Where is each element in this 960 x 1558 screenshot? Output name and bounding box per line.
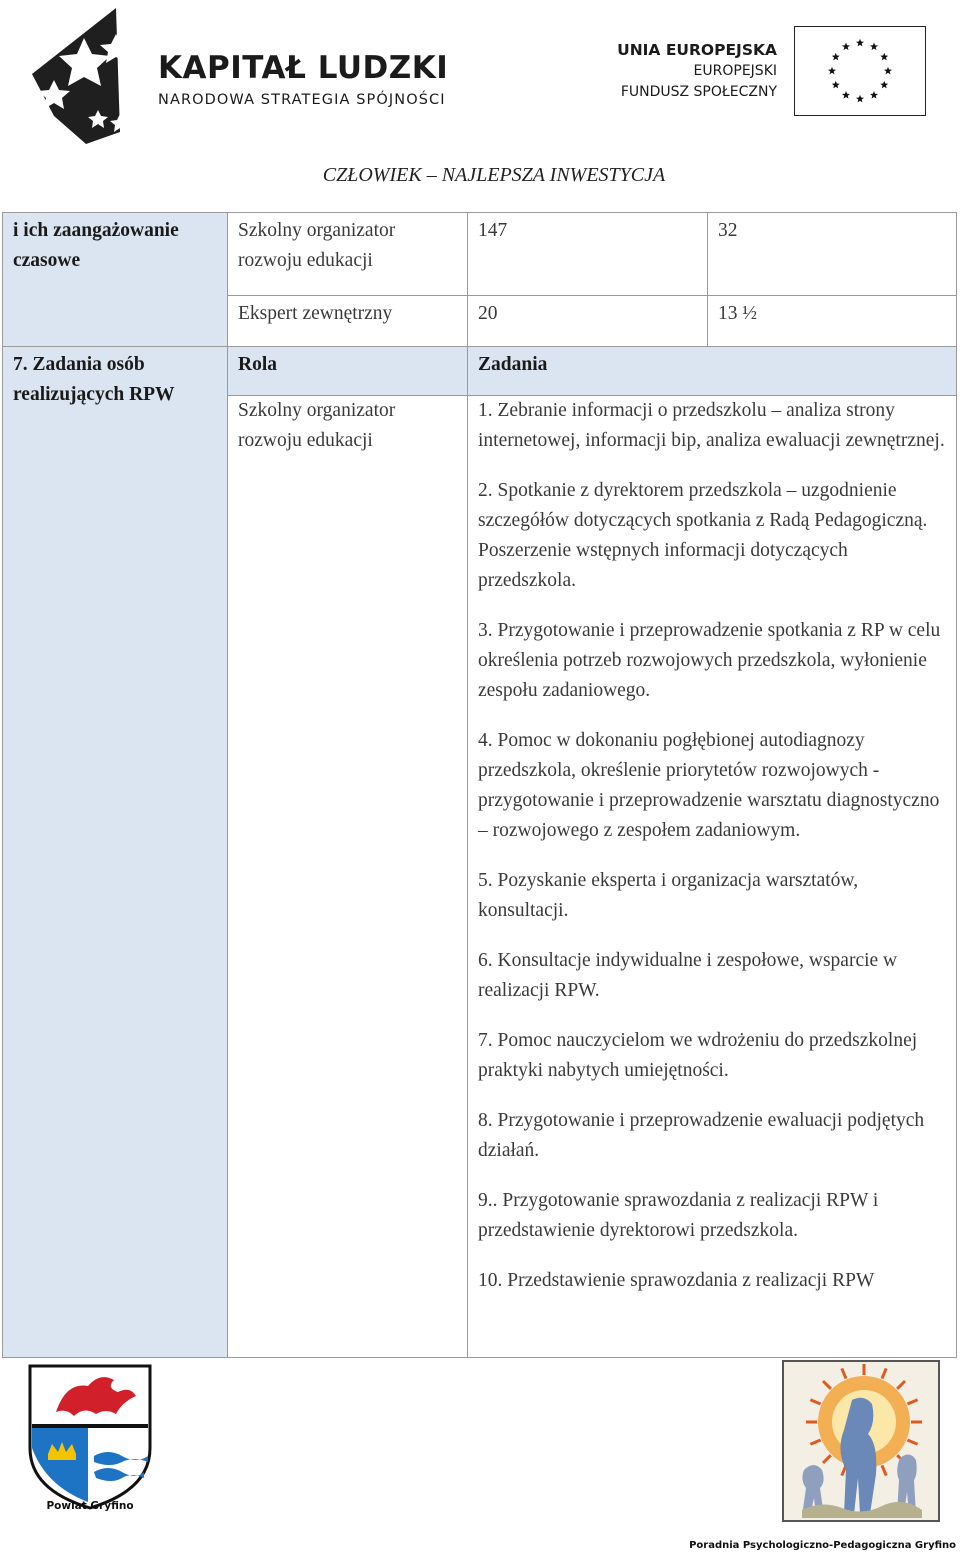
task-item-7: 7. Pomoc nauczycielom we wdrożeniu do przedszkolnej praktyki nabytych umiejętności. (478, 1030, 918, 1081)
tasks-label: 7. Zadania osób realizujących RPW (3, 347, 228, 1358)
rpw-table (2, 212, 957, 1358)
kl-title: KAPITAŁ LUDZKI (158, 50, 449, 86)
kl-subtitle: NARODOWA STRATEGIA SPÓJNOŚCI (158, 92, 446, 108)
engagement-role-2: Ekspert zewnętrzny (228, 296, 468, 347)
eu-line-1: UNIA EUROPEJSKA (617, 41, 777, 59)
task-item-9: 9.. Przygotowanie sprawozdania z realizacji RPW i przedstawienie dyrektorowi przedszkola. (478, 1190, 879, 1241)
tasks-role: Szkolny organizator rozwoju edukacji (228, 396, 468, 1358)
motto: CZŁOWIEK – NAJLEPSZA INWESTYCJA (322, 164, 666, 186)
col-tasks-header: Zadania (468, 347, 957, 396)
eu-text-block (617, 40, 777, 103)
eu-flag-icon (794, 26, 926, 116)
institution-name: Poradnia Psychologiczno-Pedagogiczna Gryfino (689, 1540, 956, 1551)
task-item-2: 2. Spotkanie z dyrektorem przedszkola – uzgodnienie szczegółów dotyczących spotkania z Radą Pedagogiczną. Poszerzenie wstępnych informacji dotyczących przedszkola. (478, 480, 928, 591)
engagement-label: i ich zaangażowanie czasowe (3, 213, 228, 347)
kapital-ludzki-logo (24, 4, 152, 144)
engagement-value-2b: 13 ½ (708, 296, 957, 347)
task-item-6: 6. Konsultacje indywidualne i zespołowe, wsparcie w realizacji RPW. (478, 950, 898, 1001)
engagement-row-1 (3, 213, 957, 296)
engagement-role-1: Szkolny organizator rozwoju edukacji (228, 213, 468, 296)
powiat-label: Powiat Gryfino (46, 1500, 134, 1512)
engagement-value-1b: 32 (708, 213, 957, 296)
engagement-value-1a: 147 (468, 213, 708, 296)
task-item-10: 10. Przedstawienie sprawozdania z realizacji RPW (478, 1270, 875, 1291)
tasks-header-row (3, 347, 957, 396)
engagement-value-2a: 20 (468, 296, 708, 347)
task-item-3: 3. Przygotowanie i przeprowadzenie spotkania z RP w celu określenia potrzeb rozwojowych przedszkola, wyłonienie zespołu zadaniowego. (478, 620, 941, 701)
tasks-list (468, 396, 957, 1358)
task-item-4: 4. Pomoc w dokonaniu pogłębionej autodiagnozy przedszkola, określenie priorytetów rozwojowych - przygotowanie i przeprowadzenie warsztatu diagnostyczno – rozwojowego z zespołem zadaniowym. (478, 730, 940, 841)
task-item-1: 1. Zebranie informacji o przedszkolu – analiza strony internetowej, informacji bip, analiza ewaluacji zewnętrznej. (478, 400, 945, 451)
poradnia-logo (782, 1360, 940, 1522)
task-item-8: 8. Przygotowanie i przeprowadzenie ewaluacji podjętych działań. (478, 1110, 925, 1161)
eu-line-2: EUROPEJSKI (693, 63, 777, 79)
eu-line-3: FUNDUSZ SPOŁECZNY (620, 84, 777, 100)
col-role-header: Rola (228, 347, 468, 396)
task-item-5: 5. Pozyskanie eksperta i organizacja warsztatów, konsultacji. (478, 870, 859, 921)
powiat-gryfino-crest (26, 1362, 154, 1514)
